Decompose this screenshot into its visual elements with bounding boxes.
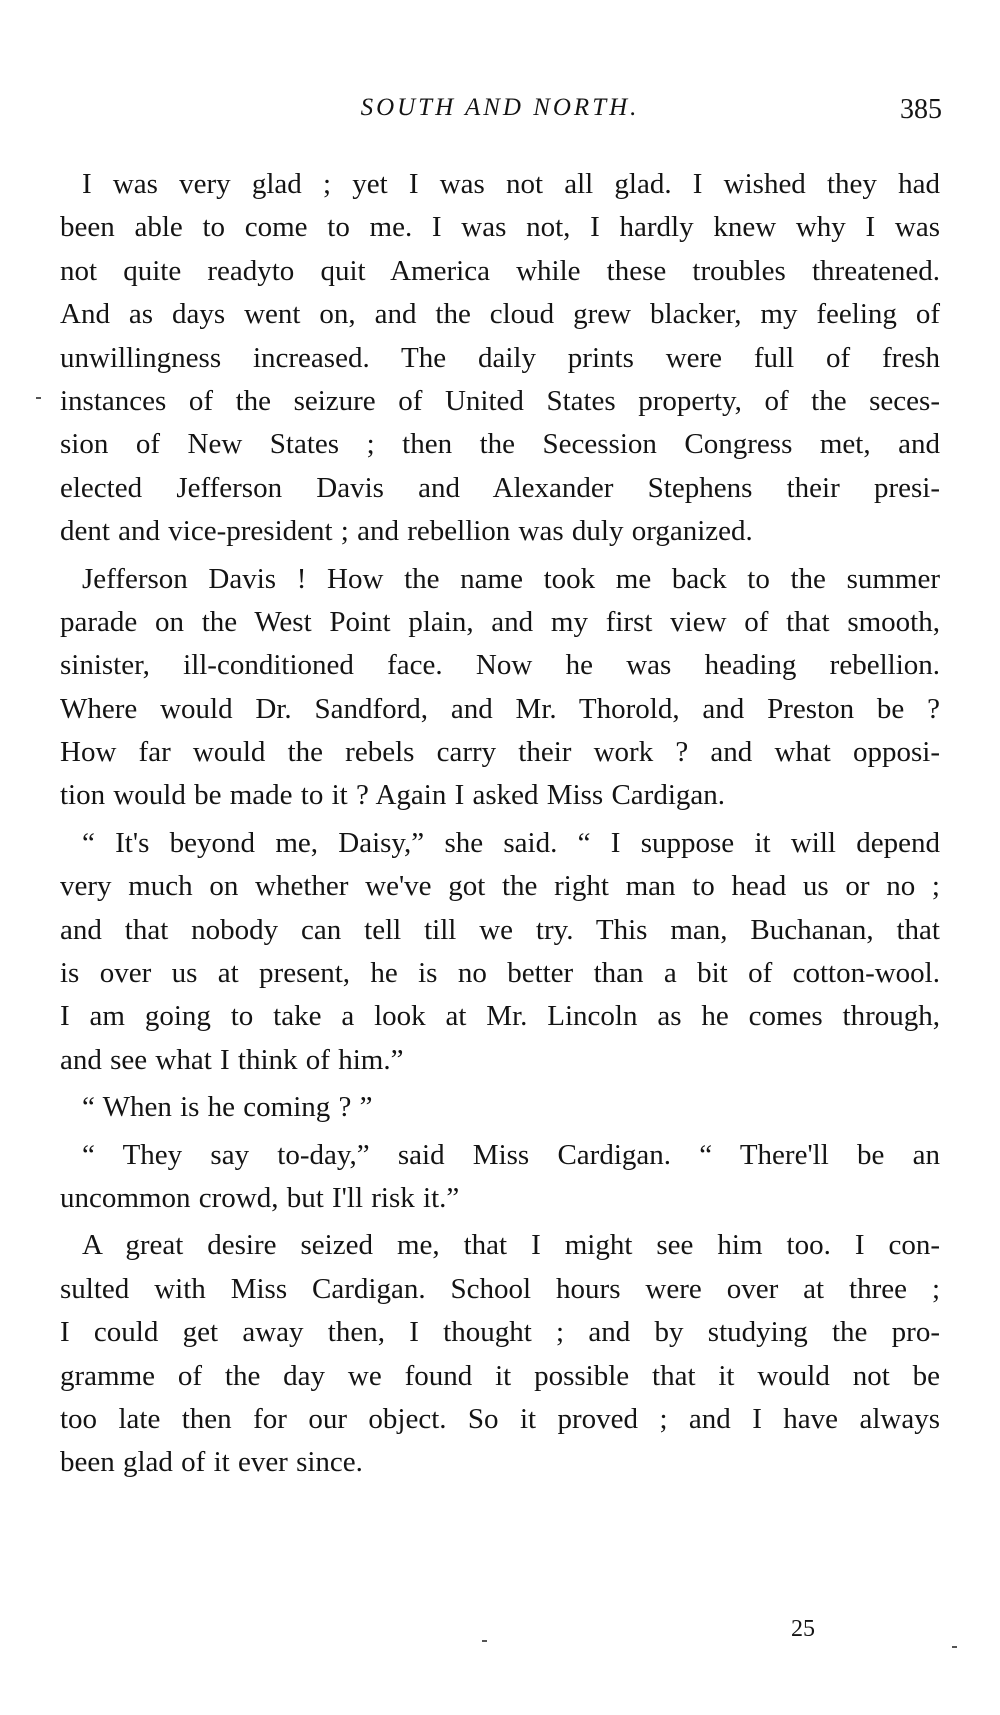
running-title: SOUTH AND NORTH. — [360, 94, 640, 121]
text-line: been able to come to me. I was not, I hardly knew why I was — [60, 211, 940, 244]
scan-speck — [952, 1646, 957, 1648]
text-block — [60, 163, 940, 1485]
text-line: elected Jefferson Davis and Alexander Stephens their presi- — [60, 471, 940, 504]
text-line: “ When is he coming ? ” — [82, 1091, 373, 1124]
text-line: How far would the rebels carry their work ? and what opposi- — [60, 736, 940, 769]
text-line: A great desire seized me, that I might see him too. I con- — [82, 1229, 940, 1262]
text-line: been glad of it ever since. — [60, 1446, 363, 1479]
signature-mark: 25 — [791, 1616, 815, 1642]
text-line: gramme of the day we found it possible that it would not be — [60, 1359, 940, 1392]
scan-speck — [36, 397, 41, 399]
text-line: dent and vice-president ; and rebellion was duly organized. — [60, 515, 753, 548]
text-line: I could get away then, I thought ; and by studying the pro- — [60, 1316, 940, 1349]
text-line: tion would be made to it ? Again I asked Miss Cardigan. — [60, 779, 726, 812]
text-line: uncommon crowd, but I'll risk it.” — [60, 1181, 460, 1214]
paragraph — [60, 822, 940, 1082]
text-line: “ They say to-day,” said Miss Cardigan. “ There'll be an — [82, 1138, 940, 1171]
text-line: “ It's beyond me, Daisy,” she said. “ I suppose it will depend — [82, 826, 940, 859]
text-line: sinister, ill-conditioned face. Now he was heading rebellion. — [60, 649, 940, 682]
text-line: And as days went on, and the cloud grew blacker, my feeling of — [60, 298, 940, 331]
page-number: 385 — [900, 94, 942, 125]
text-line: is over us at present, he is no better than a bit of cotton-wool. — [60, 957, 940, 990]
paragraph — [60, 1224, 940, 1484]
running-head — [60, 88, 940, 128]
text-line: very much on whether we've got the right man to head us or no ; — [60, 870, 940, 903]
text-line: unwillingness increased. The daily prints were full of fresh — [60, 341, 940, 374]
paragraph — [60, 1134, 940, 1221]
paragraph — [60, 163, 940, 554]
text-line: sulted with Miss Cardigan. School hours were over at three ; — [60, 1272, 940, 1305]
text-line: and see what I think of him.” — [60, 1043, 404, 1076]
text-line: I was very glad ; yet I was not all glad. I wished they had — [82, 168, 940, 200]
text-line: sion of New States ; then the Secession Congress met, and — [60, 428, 940, 461]
paragraph — [60, 1086, 940, 1129]
text-line: too late then for our object. So it proved ; and I have always — [60, 1402, 940, 1435]
text-line: and that nobody can tell till we try. This man, Buchanan, that — [60, 913, 940, 946]
text-line: not quite readyto quit America while these troubles threatened. — [60, 254, 940, 287]
text-line: Jefferson Davis ! How the name took me back to the summer — [82, 562, 940, 595]
text-line: instances of the seizure of United States property, of the seces- — [60, 384, 940, 417]
scan-speck — [482, 1640, 487, 1642]
text-line: Where would Dr. Sandford, and Mr. Thorold, and Preston be ? — [60, 692, 940, 725]
paragraph — [60, 558, 940, 818]
text-line: parade on the West Point plain, and my first view of that smooth, — [60, 605, 940, 638]
text-line: I am going to take a look at Mr. Lincoln as he comes through, — [60, 1000, 940, 1033]
